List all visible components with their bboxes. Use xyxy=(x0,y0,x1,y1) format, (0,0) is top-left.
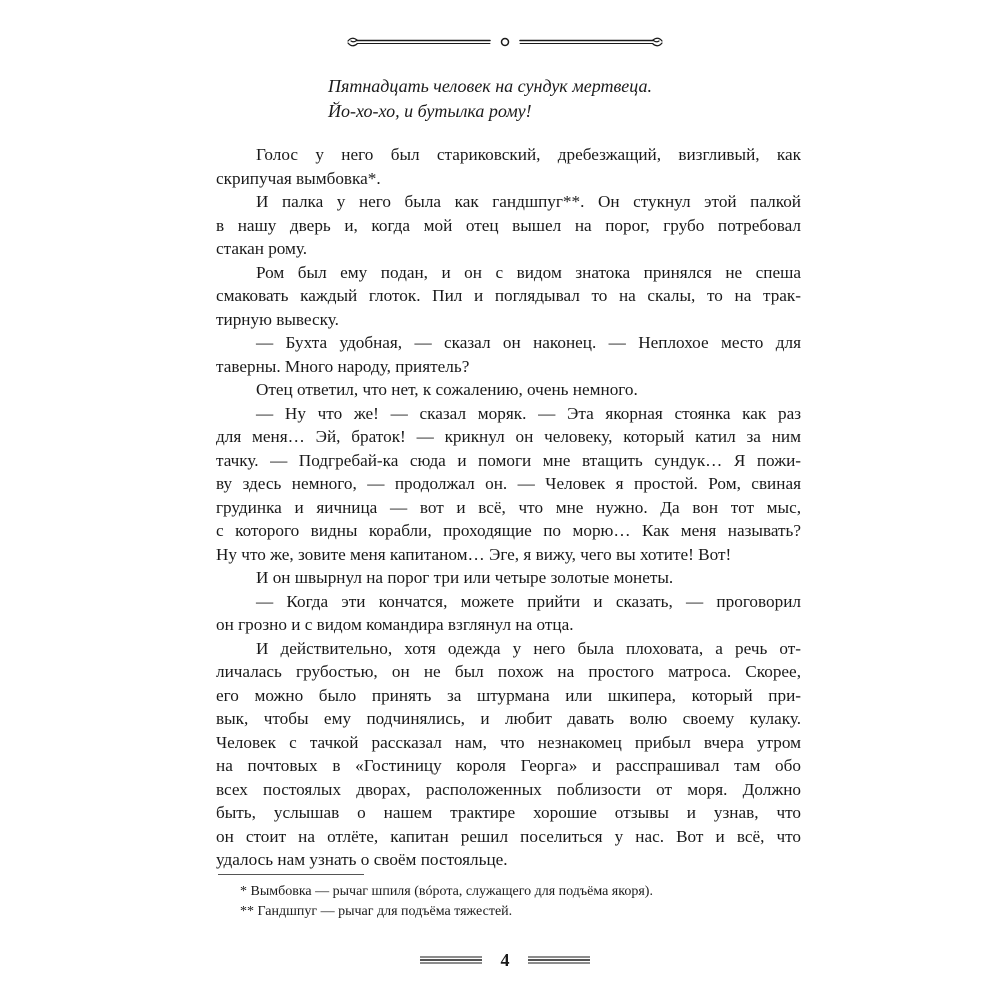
text-line: скрипучая вымбовка*. xyxy=(216,168,381,188)
text-line: тирную вывеску. xyxy=(216,309,339,329)
text-line: грудинка и яичница — вот и всё, что мне нужно. Да вон тот мыс, xyxy=(216,497,801,517)
text-line: всех постоялых дворах, расположенных поблизости от моря. Должно xyxy=(216,779,801,799)
top-ornament xyxy=(340,30,670,54)
text-line: быть, услышав о нашем трактире хорошие отзывы и узнав, что xyxy=(216,803,801,822)
text-line: — Когда эти кончатся, можете прийти и сказать, — проговорил xyxy=(256,591,801,611)
text-line: он грозно и с видом командира взглянул на отца. xyxy=(216,615,574,634)
footnote: ** Гандшпуг — рычаг для подъёма тяжестей. xyxy=(240,904,513,919)
text-line: стакан рому. xyxy=(216,239,308,258)
text-line: ву здесь немного, — продолжал он. — Человек я простой. Ром, свиная xyxy=(216,474,801,493)
text-line: на почтовых в «Гостиницу короля Георга» и расспрашивал там обо xyxy=(216,756,801,775)
text-line: Голос у него был стариковский, дребезжащий, визгливый, как xyxy=(256,145,801,164)
epigraph xyxy=(328,74,788,124)
page-number: 4 xyxy=(500,950,510,970)
text-line: в нашу дверь и, когда мой отец вышел на порог, грубо потребовал xyxy=(216,215,801,235)
text-line: для меня… Эй, браток! — крикнул он человеку, который катил за ним xyxy=(216,427,801,446)
text-line: удалось нам узнать о своём постояльце. xyxy=(216,850,508,869)
footer-rule-right xyxy=(528,954,590,966)
text-line: Отец ответил, что нет, к сожалению, очень немного. xyxy=(256,380,638,399)
text-line: его можно было принять за штурмана или шкипера, который при- xyxy=(216,685,801,705)
main-text xyxy=(216,143,801,872)
epigraph-line: Пятнадцать человек на сундук мертвеца. xyxy=(328,76,652,96)
footnote-separator xyxy=(218,874,364,875)
footnotes xyxy=(240,882,800,922)
text-line: Человек с тачкой рассказал нам, что незнакомец прибыл вчера утром xyxy=(216,732,801,752)
text-line: И палка у него была как гандшпуг**. Он стукнул этой палкой xyxy=(256,192,801,211)
text-line: таверны. Много народу, приятель? xyxy=(216,356,470,376)
text-line: Ну что же, зовите меня капитаном… Эге, я вижу, чего вы хотите! Вот! xyxy=(216,544,732,564)
text-line: он стоит на отлёте, капитан решил поселиться у нас. Вот и всё, что xyxy=(216,826,801,846)
text-line: тачку. — Подгребай-ка сюда и помоги мне втащить сундук… Я пожи- xyxy=(216,450,801,470)
text-line: с которого видны корабли, проходящие по морю… Как меня называть? xyxy=(216,521,801,540)
text-line: И он швырнул на порог три или четыре золотые монеты. xyxy=(256,568,674,587)
text-line: — Ну что же! — сказал моряк. — Эта якорная стоянка как раз xyxy=(256,403,801,423)
text-line: — Бухта удобная, — сказал он наконец. — Неплохое место для xyxy=(256,333,801,352)
footnote: * Вымбовка — рычаг шпиля (вóрота, служащего для подъёма якоря). xyxy=(240,884,653,899)
footer-rule-left xyxy=(420,954,482,966)
text-line: смаковать каждый глоток. Пил и поглядывал то на скалы, то на трак- xyxy=(216,286,801,305)
epigraph-line: Йо-хо-хо, и бутылка рому! xyxy=(328,101,532,121)
text-line: вык, чтобы ему подчинялись, и любит давать волю своему кулаку. xyxy=(216,709,801,728)
text-line: личалась грубостью, он не был похож на простого матроса. Скорее, xyxy=(216,662,801,681)
text-line: Ром был ему подан, и он с видом знатока принялся не спеша xyxy=(256,262,801,282)
text-line: И действительно, хотя одежда у него была плоховата, а речь от- xyxy=(256,638,801,658)
page-footer xyxy=(410,948,600,972)
